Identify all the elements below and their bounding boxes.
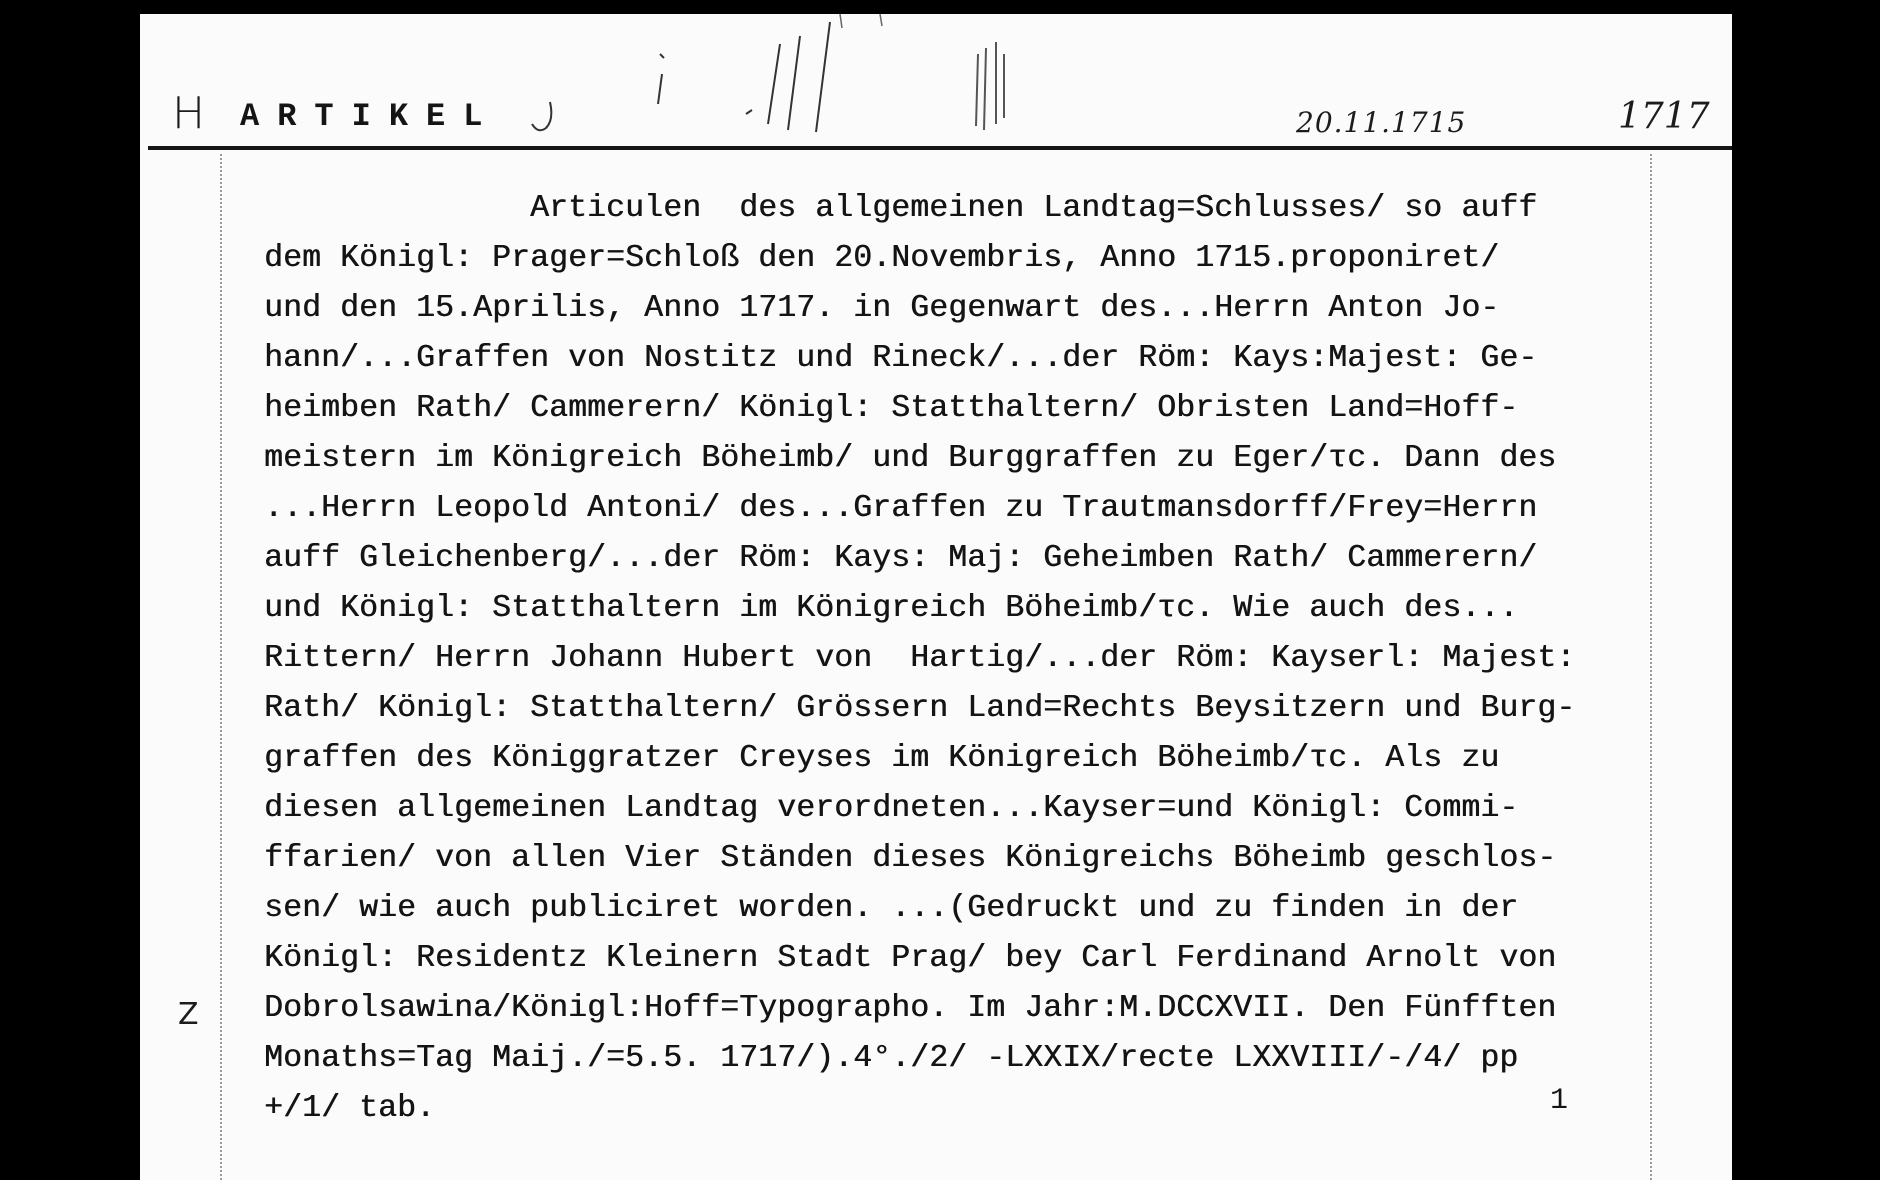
text-line: Articulen des allgemeinen Landtag=Schlusses/ so auff	[264, 191, 1538, 226]
text-line: Königl: Residentz Kleinern Stadt Prag/ bey Carl Ferdinand Arnolt von	[264, 941, 1557, 976]
text-line: +/1/ tab.	[264, 1091, 436, 1126]
typed-entry-text	[264, 184, 1674, 1134]
text-line: Rath/ Königl: Statthaltern/ Grössern Land=Rechts Beysitzern und Burg-	[264, 691, 1576, 726]
text-line: meistern im Königreich Böheimb/ und Burggraffen zu Eger/τc. Dann des	[264, 441, 1557, 476]
text-line: hann/...Graffen von Nostitz und Rineck/...der Röm: Kays:Majest: Ge-	[264, 341, 1538, 376]
text-line: ffarien/ von allen Vier Ständen dieses Königreichs Böheimb geschlos-	[264, 841, 1557, 876]
text-line: auff Gleichenberg/...der Röm: Kays: Maj: Geheimben Rath/ Cammerern/	[264, 541, 1538, 576]
text-line: Monaths=Tag Maij./=5.5. 1717/).4°./2/ -LXXIX/recte LXXVIII/-/4/ pp	[264, 1041, 1519, 1076]
text-line: graffen des Königgratzer Creyses im Königreich Böheimb/τc. Als zu	[264, 741, 1500, 776]
text-line: Rittern/ Herrn Johann Hubert von Hartig/...der Röm: Kayserl: Majest:	[264, 641, 1576, 676]
handwritten-date: 20.11.1715	[1296, 106, 1467, 139]
text-line: Dobrolsawina/Königl:Hoff=Typographo. Im Jahr:M.DCCXVII. Den Fünfften	[264, 991, 1557, 1026]
text-line: und Königl: Statthaltern im Königreich Böheimb/τc. Wie auch des...	[264, 591, 1519, 626]
text-line: dem Königl: Prager=Schloß den 20.Novembris, Anno 1715.proponiret/	[264, 241, 1500, 276]
text-line: diesen allgemeinen Landtag verordneten...Kayser=und Königl: Commi-	[264, 791, 1519, 826]
header-rule	[148, 146, 1732, 150]
text-line: heimben Rath/ Cammerern/ Königl: Statthaltern/ Obristen Land=Hoff-	[264, 391, 1519, 426]
card-title: ARTIKEL	[240, 98, 501, 135]
handwritten-year: 1717	[1618, 96, 1710, 137]
catalog-card	[140, 14, 1732, 1180]
pencil-marks-graphic	[140, 14, 1732, 174]
text-line: und den 15.Aprilis, Anno 1717. in Gegenwart des...Herrn Anton Jo-	[264, 291, 1500, 326]
text-line: sen/ wie auch publiciret worden. ...(Gedruckt und zu finden in der	[264, 891, 1519, 926]
handwritten-letter: H	[172, 88, 206, 139]
margin-note: Z	[178, 997, 199, 1032]
page-number: 1	[1550, 1084, 1569, 1118]
left-margin-rule	[220, 154, 222, 1180]
text-line: ...Herrn Leopold Antoni/ des...Graffen zu Trautmansdorff/Frey=Herrn	[264, 491, 1538, 526]
